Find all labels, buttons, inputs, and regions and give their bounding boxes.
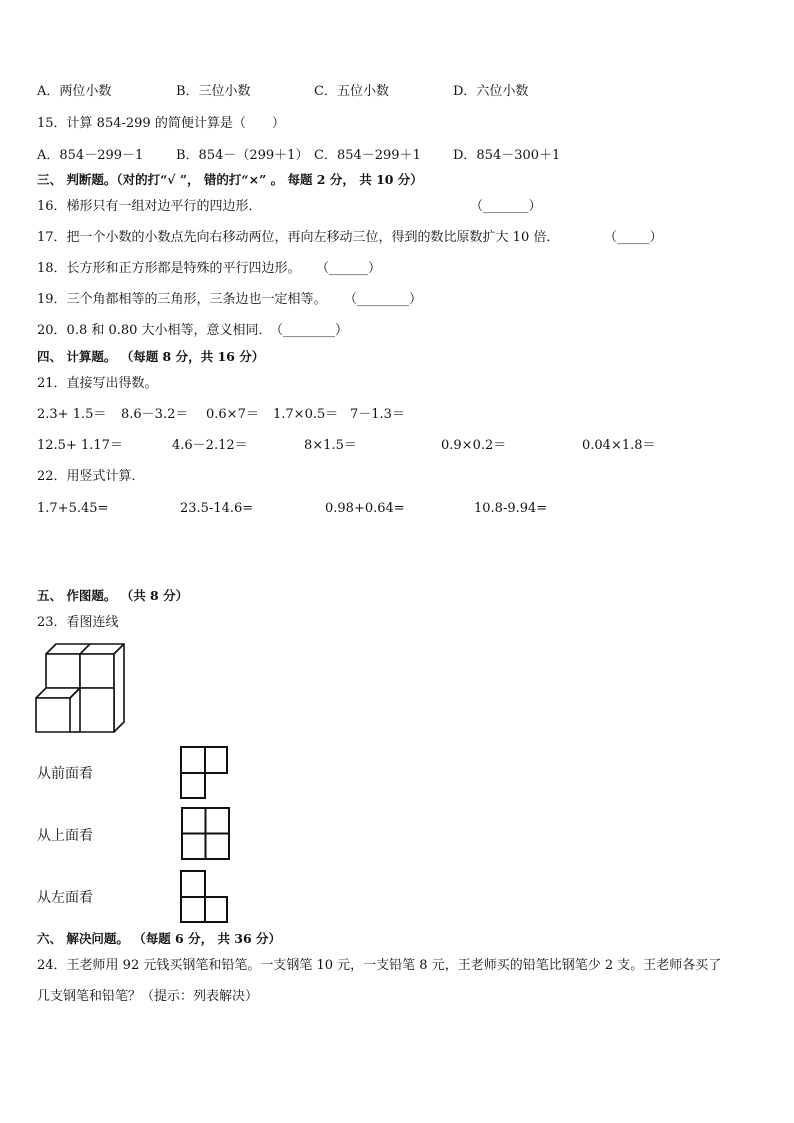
q19-text: 19．三个角都相等的三角形，三条边也一定相等。 — [37, 292, 327, 307]
q20-blank: （________） — [270, 323, 349, 338]
section4-title: 四、 计算题。 （每题 8 分，共 16 分） — [37, 349, 265, 364]
view-label-top: 从上面看 — [37, 828, 93, 844]
q22-stem: 22．用竖式计算． — [37, 469, 145, 484]
q21-r2-item4: 0.9×0.2＝ — [441, 438, 507, 453]
q21-r1-item5: 7－1.3＝ — [350, 407, 405, 422]
q22-item2: 23.5-14.6= — [180, 501, 254, 516]
q23-stem: 23．看图连线 — [37, 615, 119, 630]
section6-title: 六、 解决问题。 （每题 6 分， 共 36 分） — [37, 931, 282, 946]
top-view-figure — [181, 807, 231, 861]
section5-title: 五、 作图题。 （共 8 分） — [37, 588, 189, 603]
q20-text: 20．0.8 和 0.80 大小相等，意义相同． — [37, 323, 272, 338]
q15-option-c: C．854－299＋1 — [314, 148, 421, 163]
q15-option-b: B．854－（299＋1） — [176, 148, 309, 163]
q19-blank: （________） — [344, 292, 423, 307]
q21-r2-item1: 12.5+ 1.17＝ — [37, 438, 123, 453]
q21-r1-item4: 1.7×0.5＝ — [273, 407, 339, 422]
q21-r1-item3: 0.6×7＝ — [206, 407, 259, 422]
q14-option-d: D．六位小数 — [453, 84, 529, 99]
q15-stem: 15．计算 854-299 的简便计算是（ ） — [37, 116, 285, 131]
q21-r1-item2: 8.6－3.2＝ — [121, 407, 189, 422]
q24-line1: 24．王老师用 92 元钱买钢笔和铅笔。一支钢笔 10 元，一支铅笔 8 元，王老师买的铅笔比钢笔少 2 支。王老师各买了 — [37, 958, 722, 973]
q18-text: 18．长方形和正方形都是特殊的平行四边形。 — [37, 261, 301, 276]
left-view-figure — [180, 870, 230, 924]
q22-item4: 10.8-9.94= — [474, 501, 548, 516]
q16-text: 16．梯形只有一组对边平行的四边形． — [37, 199, 262, 214]
q22-item1: 1.7+5.45= — [37, 501, 109, 516]
q16-blank: （_______） — [470, 199, 542, 214]
q15-option-a: A．854－299－1 — [37, 148, 144, 163]
q14-option-b: B．三位小数 — [176, 84, 251, 99]
q14-option-a: A．两位小数 — [37, 84, 112, 99]
view-label-front: 从前面看 — [37, 766, 93, 782]
q17-text: 17．把一个小数的小数点先向右移动两位，再向左移动三位，得到的数比原数扩大 10 倍． — [37, 230, 560, 245]
view-label-left: 从左面看 — [37, 890, 93, 906]
q21-r2-item3: 8×1.5＝ — [304, 438, 357, 453]
q14-option-c: C．五位小数 — [314, 84, 389, 99]
q21-stem: 21．直接写出得数。 — [37, 376, 158, 391]
q21-r1-item1: 2.3+ 1.5＝ — [37, 407, 107, 422]
q17-blank: （_____） — [604, 230, 663, 245]
front-view-figure — [180, 746, 230, 800]
q18-blank: （______） — [316, 261, 382, 276]
q21-r2-item2: 4.6－2.12＝ — [172, 438, 248, 453]
q15-option-d: D．854－300＋1 — [453, 148, 561, 163]
q21-r2-item5: 0.04×1.8＝ — [582, 438, 656, 453]
section3-title: 三、 判断题。（对的打“√ ”， 错的打“×” 。 每题 2 分， 共 10 分） — [37, 172, 423, 187]
q22-item3: 0.98+0.64= — [325, 501, 405, 516]
q24-line2: 几支钢笔和铅笔？（提示：列表解决） — [37, 989, 259, 1004]
cube-stack-figure — [38, 642, 138, 742]
